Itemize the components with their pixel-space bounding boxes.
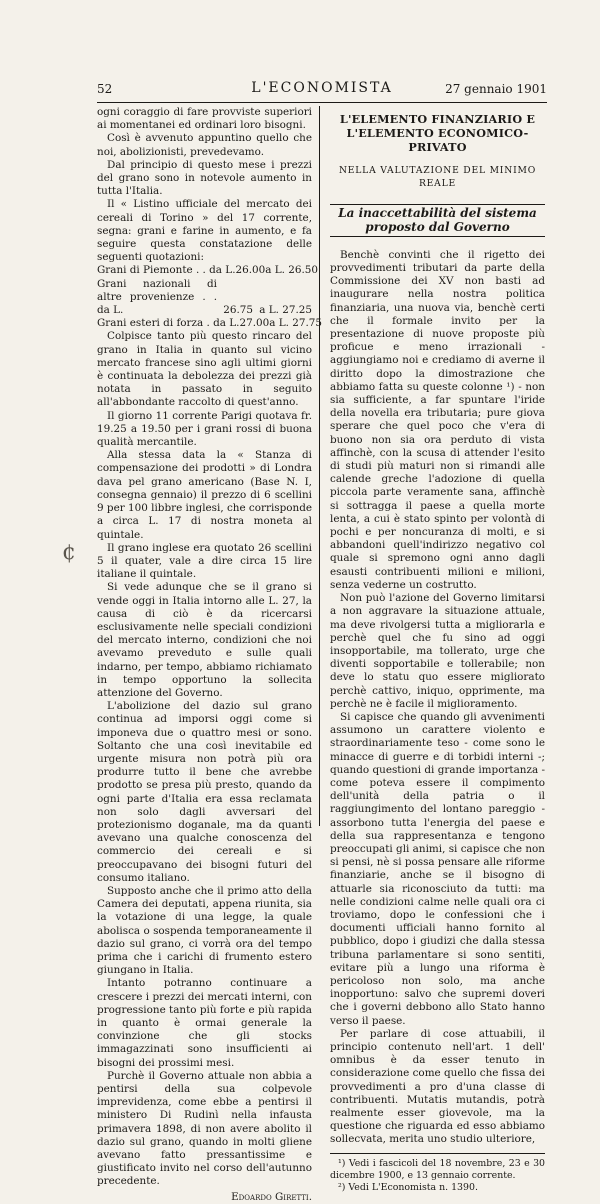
quotation-label: Grani nazionali di altre provenienze . . da L. (97, 277, 217, 317)
quotation-to: a L. 26.50 (265, 264, 319, 277)
paragraph: Alla stessa data la « Stanza di compensazione dei prodotti » di Londra dava pel grano americano (Base N. I, consegna gennaio) il prezzo di 6 scellini 9 per 100 libbre inglesi, che corrisponde a circa L. 17 di nostra moneta al quintale. (97, 449, 312, 541)
article-title: L'ELEMENTO FINANZIARIO E L'ELEMENTO ECONOMICO-PRIVATO (339, 112, 536, 154)
article-subtitle: NELLA VALUTAZIONE DEL MINIMO REALE (338, 165, 537, 190)
paragraph: Dal principio di questo mese i prezzi del grano sono in notevole aumento in tutta l'Italia. (97, 158, 312, 198)
page-header (97, 80, 547, 103)
quotation-label: Grani di Piemonte . . da L. (97, 264, 236, 277)
footnote: ²) Vedi L'Economista n. 1390. (338, 1181, 478, 1193)
quotation-to: a L. 27.25 (259, 304, 312, 317)
paragraph: Non può l'azione del Governo limitarsi a non aggravare la situazione attuale, ma deve rivolgersi tutta a migliorarla e perchè quel che fu sino ad oggi insopportabile, ma tollerato, urge che diventi sopportabile e tollerabile; non deve lo statu quo essere migliorato perchè cattivo, iniquo, opprimente, ma perchè ne è facile il miglioramento. (330, 592, 545, 710)
quotation-label: Grani esteri di forza . da L. (97, 317, 240, 330)
author-signature: Edoardo Giretti. (231, 1190, 312, 1203)
margin-mark: ¢ (62, 540, 76, 565)
paragraph: Benchè convinti che il rigetto dei provvedimenti tributari da parte della Commissione dei XV non basti ad inaugurare nella nostra politica finanziaria, una nuova via, benchè certi che il formale invito per la presentazione di nuove proposte più proficue e meno irrazionali - aggiungiamo noi e crediamo di averne il diritto dopo la dimostrazione che abbiamo fatta su queste colonne ¹) - non sia sufficiente, a far spuntare l'iride della novella era tributaria; pure giova sperare che quel poco che v'era di buono non sia ora perduto di vista affinchè, con la scusa di attender l'esito di studi più maturi non si rimandi alle calende greche l'adozione di quella piccola parte veramente sana, affinchè si sottragga il paese a quella morte lenta, a cui è stato spinto per volontà di pochi e per noncuranza di molti, e si abbandoni quell'indirizzo negativo col quale si spremono ogni anno dagli esausti contribuenti milioni e milioni, senza vederne un costrutto. (330, 248, 545, 591)
quotation-to: a L. 27.75 (269, 317, 322, 330)
quotation-from: 26.75 (223, 304, 253, 317)
issue-date: 27 gennaio 1901 (445, 82, 547, 96)
page-number: 52 (97, 82, 113, 96)
paragraph: Il « Listino ufficiale del mercato dei cereali di Torino » del 17 corrente, segna: grani e farine in aumento, e fa seguire questa constatazione delle seguenti quotazioni: (97, 198, 312, 264)
paragraph: Il giorno 11 corrente Parigi quotava fr. 19.25 a 19.50 per i grani rossi di buona qualità mercantile. (97, 409, 312, 449)
left-column (97, 106, 322, 1204)
paragraph: Così è avvenuto appuntino quello che noi, abolizionisti, prevedevamo. (97, 132, 312, 158)
paragraph: Si vede adunque che se il grano si vende oggi in Italia intorno alle L. 27, la causa di ciò è da ricercarsi esclusivamente nelle speciali condizioni del mercato interno, condizioni che noi avevamo preveduto e sulle quali indarno, per tempo, abbiamo richiamato in tempo opportuno la sollecita attenzione del Governo. (97, 581, 312, 699)
quotation-row (97, 264, 319, 277)
right-column (330, 106, 545, 1194)
quotation-from: 26.00 (235, 264, 266, 277)
paragraph: Si capisce che quando gli avvenimenti assumono un carattere violento e straordinariamente teso - come sono le minacce di guerre e di torbidi interni -; quando questioni di grande importanza - come poteva essere il compimento dell'unità della patria o il raggiungimento del lontano pareggio - assorbono tutta l'energia del paese e della sua rappresentanza e tengono preoccupati gli animi, si capisce che non si pensi, nè si possa pensare alle riforme finanziarie, anche se il bisogno di attuarle sia riconosciuto da tutti: ma nelle condizioni calme nelle quali ora ci troviamo, dopo le confessioni che i documenti ufficiali hanno fornito al pubblico, dopo i giudizi che dalla stessa tribuna parlamentare si sono sentiti, evitare più a lungo una riforma è pericoloso non solo, ma anche inopportuno: salvo che supremi doveri che i governi debbono allo Stato hanno verso il paese. (330, 710, 545, 1027)
paragraph: Colpisce tanto più questo rincaro del grano in Italia in quanto sul vicino mercato francese sino agli ultimi giorni è continuata la debolezza dei prezzi già notata in passato in seguito all'abbondante raccolto di quest'anno. (97, 330, 312, 409)
paragraph: L'abolizione del dazio sul grano continua ad imporsi oggi come si imponeva due o quattro mesi or sono. Soltanto che una così inevitabile ed urgente misura non potrà più ora produrre tutto il bene che avrebbe prodotto se presa più presto, quando da ogni parte d'Italia era essa reclamata non solo dagli avversari del protezionismo doganale, ma da quanti avevano una qualche conoscenza del commercio dei cereali e si preoccupavano dei bisogni futuri del consumo italiano. (97, 700, 312, 884)
quotation-row (97, 278, 312, 318)
paragraph: Per parlare di cose attuabili, il principio contenuto nell'art. 1 dell' omnibus è da esser tenuto in considerazione come quello che fissa dei provvedimenti a pro d'una classe di contribuenti. Mutatis mutandis, potrà realmente esser giovevole, ma la questione che riguarda ed esso abbiamo sollecvata, merita uno studio ulteriore, (330, 1027, 545, 1146)
paragraph: Purchè il Governo attuale non abbia a pentirsi della sua colpevole imprevidenza, come ebbe a pentirsi il ministero Di Rudinì nella infausta primavera 1898, di non avere abolito il dazio sul grano, quando in molti gliene avevano fatto pressantissime e giustificato invito nel corso dell'autunno precedente. (97, 1069, 312, 1188)
journal-title: L'ECONOMISTA (251, 80, 393, 96)
paragraph: Supposto anche che il primo atto della Camera dei deputati, appena riunita, sia la votazione di una legge, la quale abolisca o sospenda temporaneamente il dazio sul grano, ci vorrà ora del tempo prima che i carichi di frumento estero giungano in Italia. (97, 884, 312, 977)
paragraph: Il grano inglese era quotato 26 scellini 5 il quater, vale a dire circa 15 lire italiane il quintale. (97, 541, 312, 581)
quotation-row (97, 317, 322, 330)
footnotes (330, 1153, 545, 1194)
section-heading: La inaccettabilità del sistema proposto dal Governo (330, 204, 545, 236)
price-quotations (97, 264, 322, 330)
column-rule (319, 106, 320, 826)
quotation-from: 27.00 (239, 317, 270, 330)
footnote: ¹) Vedi i fascicoli del 18 novembre, 23 e 30 dicembre 1900, e 13 gennaio corrente. (330, 1157, 545, 1181)
paragraph: ogni coraggio di fare provviste superiori ai momentanei ed ordinari loro bisogni. (97, 106, 312, 132)
paragraph: Intanto potranno continuare a crescere i prezzi dei mercati interni, con progressione tanto più forte e più rapida in quanto è ormai generale la convinzione che gli stocks immagazzinati sono insufficienti ai bisogni dei prossimi mesi. (97, 977, 312, 1069)
